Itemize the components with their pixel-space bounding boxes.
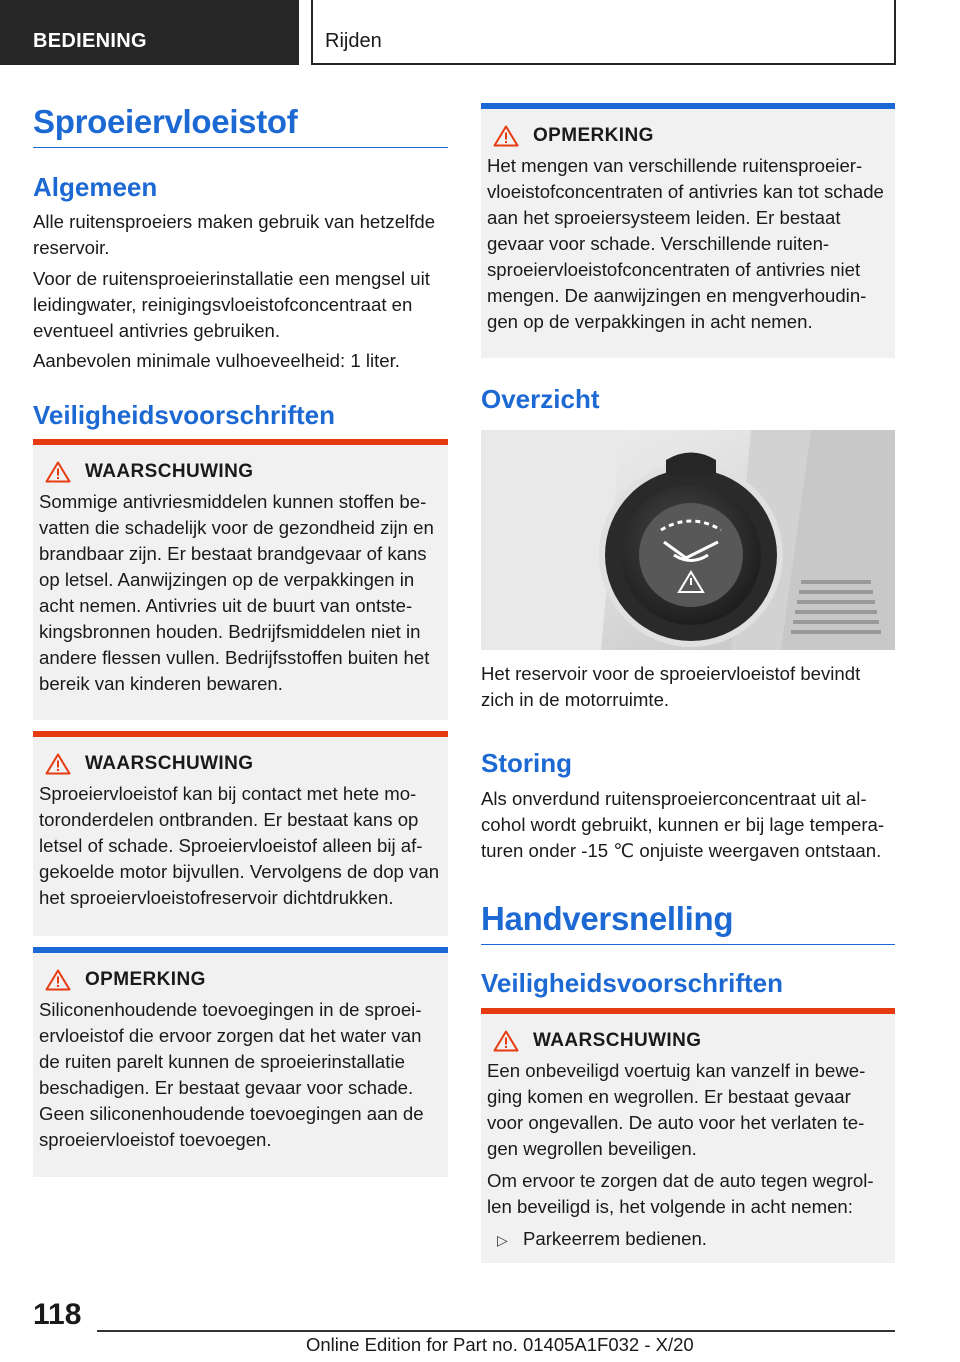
warning-box-antifreeze [33, 439, 448, 720]
warning-label: WAARSCHUWING [85, 753, 254, 774]
header-section-tab [0, 0, 299, 65]
header-section-label: BEDIENING [33, 30, 147, 52]
warning-title [39, 753, 442, 775]
note-box-mixing [481, 103, 895, 358]
note-label: OPMERKING [533, 125, 654, 146]
note-label: OPMERKING [85, 969, 206, 990]
warning-title [39, 461, 442, 483]
note-title [487, 125, 889, 147]
note-text: Siliconenhoudende toevoegingen in de sproeiervloeistof die ervoor zorgen dat het water van de ruiten parelt kunnen de sproeierinstallatie beschadigen. Er bestaat gevaar voor schade. Geen siliconenhoudende toevoegingen aan de sproeiervloeistof toevoegen. [39, 999, 424, 1150]
section-title-manual: Handversnelling [481, 900, 895, 945]
list-item [487, 1226, 889, 1253]
fault-text: Als onverdund ruitensproeierconcentraat uit alcohol wordt gebruikt, kunnen er bij lage temperaturen onder -15 ℃ onjuiste weergaven ontstaan. [481, 788, 885, 861]
note-box-silicone [33, 947, 448, 1177]
footer-divider [97, 1330, 895, 1332]
header-chapter-tab [311, 0, 896, 65]
overview-caption: Het reservoir voor de sproeiervloeistof bevindt zich in de motorruimte. [481, 663, 861, 710]
warning-label: WAARSCHUWING [533, 1030, 702, 1051]
heading-general: Algemeen [33, 172, 158, 202]
warning-title [487, 1030, 889, 1052]
reservoir-cap-image [481, 430, 895, 650]
note-text: Het mengen van verschillende ruitensproeiervloeistofconcentraten of antivries kan tot schade aan het sproeiersysteem leiden. Er bestaat gevaar voor schade. Verschillende ruitensproeiervloeistofconcentraten of antivries niet mengen. De aanwijzingen en mengverhoudingen op de verpakkingen in acht nemen. [487, 155, 884, 332]
warning-text: Sproeiervloeistof kan bij contact met hete motoronderdelen ontbranden. Er bestaat kans op letsel of schade. Sproeiervloeistof alleen bij afgekoelde motor bijvullen. Vervolgens de dop van het sproeiervloeistofreservoir dichtdrukken. [39, 783, 440, 908]
warning-triangle-icon [45, 753, 71, 775]
paragraph-general-1: Alle ruitensproeiers maken gebruik van hetzelfde reservoir. [33, 211, 436, 258]
warning-box-rolling [481, 1008, 895, 1263]
warning-triangle-icon [45, 969, 71, 991]
reservoir-cap-photo [481, 430, 895, 650]
paragraph-general-3: Aanbevolen minimale vulhoeveelheid: 1 liter. [33, 350, 400, 371]
section-title: Sproeiervloeistof [33, 103, 448, 148]
warning-triangle-icon [493, 125, 519, 147]
warning-triangle-icon [493, 1030, 519, 1052]
warning-text: Sommige antivriesmiddelen kunnen stoffen bevatten die schadelijk voor de gezondheid zijn en brandbaar zijn. Er bestaat brandgevaar of kans op letsel. Aanwijzingen op de verpakkingen in acht nemen. Antivries uit de buurt van ontstekingsbronnen houden. Bedrijfsmiddelen niet in andere flessen vullen. Bedrijfsstoffen buiten het bereik van kinderen bewaren. [39, 491, 434, 694]
note-title [39, 969, 442, 991]
list-item-text: Parkeerrem bedienen. [523, 1228, 707, 1249]
heading-safety: Veiligheidsvoorschriften [33, 400, 335, 430]
bullet-triangle-icon: ▷ [497, 1232, 508, 1248]
header-chapter-label: Rijden [325, 30, 382, 52]
warning-label: WAARSCHUWING [85, 461, 254, 482]
warning-box-ignition [33, 731, 448, 936]
heading-fault: Storing [481, 748, 572, 778]
warning-text-2: Om ervoor te zorgen dat de auto tegen wegrollen beveiligd is, het volgende in acht nemen: [487, 1170, 874, 1217]
footer-edition: Online Edition for Part no. 01405A1F032 - X/20 [306, 1334, 694, 1355]
heading-overview: Overzicht [481, 384, 600, 414]
paragraph-general-2: Voor de ruitensproeierinstallatie een mengsel uit leidingwater, reinigingsvloeistofconcentraat en eventueel antivries gebruiken. [33, 268, 430, 341]
heading-manual-safety: Veiligheidsvoorschriften [481, 968, 783, 998]
page-number: 118 [33, 1298, 82, 1331]
warning-text-1: Een onbeveiligd voertuig kan vanzelf in beweging komen en wegrollen. Er bestaat gevaar voor ongevallen. De auto voor het verlaten tegen wegrollen beveiligen. [487, 1060, 866, 1159]
warning-triangle-icon [45, 461, 71, 483]
